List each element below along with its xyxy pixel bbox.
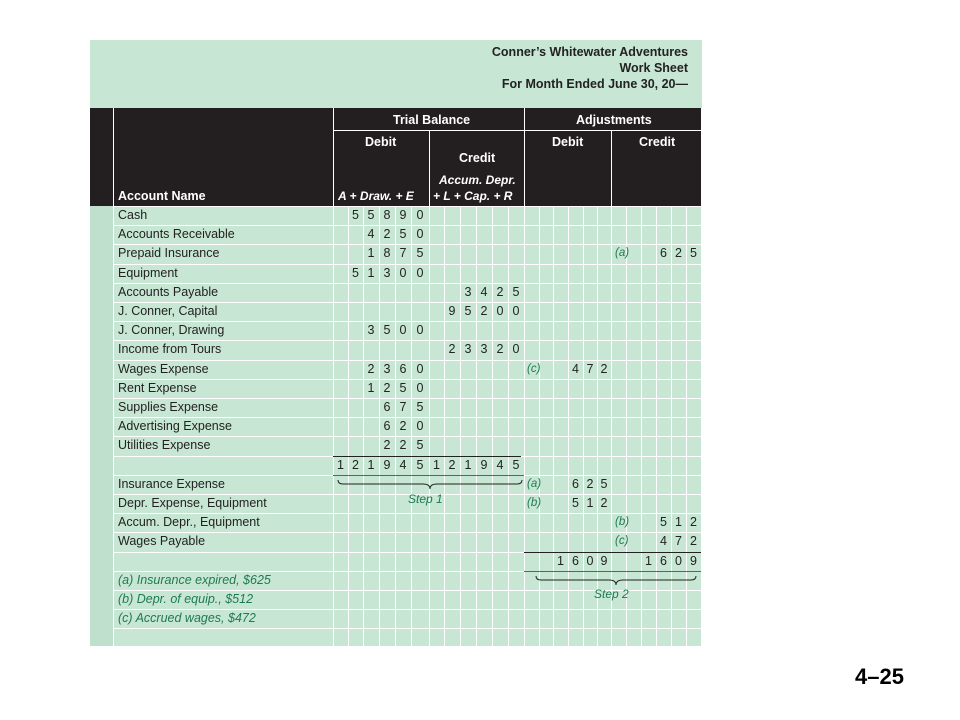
adj-debit-label: (b) [527, 497, 542, 509]
adj-debit-label: (a) [527, 477, 542, 490]
step-2-label: Step 2 [594, 587, 629, 601]
tb-debit-digit: 5 [416, 457, 424, 472]
adj-debit-label: (c) [527, 362, 541, 375]
work-sheet [90, 40, 702, 646]
tb-debit-digit: 8 [383, 208, 391, 222]
tb-debit-digit: 0 [416, 361, 424, 376]
adj-credit-label: (c) [615, 535, 629, 548]
adj-credit-digit: 0 [675, 553, 682, 568]
tb-debit-digit: 0 [416, 380, 424, 395]
tb-debit-digit: 2 [383, 380, 391, 395]
account-name: Cash [118, 208, 148, 222]
account-name: Rent Expense [118, 380, 197, 395]
tb-debit-digit: 1 [367, 246, 375, 261]
adj-debit-heading: Debit [552, 135, 584, 149]
tb-debit-digit: 5 [367, 208, 375, 222]
account-name: Utilities Expense [118, 438, 211, 453]
tb-credit-digit: 9 [448, 304, 456, 318]
tb-credit-digit: 9 [480, 457, 488, 472]
adj-debit-digit: 1 [586, 496, 594, 510]
tb-debit-digit: 3 [383, 265, 391, 280]
adj-credit-heading: Credit [639, 135, 676, 149]
tb-debit-digit: 5 [399, 380, 407, 395]
company-name: Conner’s Whitewater Adventures [491, 45, 688, 59]
tb-debit-digit: 1 [367, 380, 375, 395]
tb-debit-subheading: A + Draw. + E [338, 189, 414, 203]
tb-debit-digit: 5 [416, 438, 424, 453]
tb-debit-digit: 5 [352, 265, 359, 280]
tb-credit-digit: 2 [448, 457, 456, 472]
tb-debit-digit: 0 [416, 323, 424, 338]
tb-debit-digit: 1 [367, 265, 375, 280]
tb-credit-digit: 1 [433, 457, 440, 472]
adj-total-rule [524, 552, 701, 553]
account-name: Prepaid Insurance [118, 246, 220, 261]
tb-debit-digit: 6 [399, 361, 407, 376]
tb-total-rule [333, 456, 521, 457]
tb-debit-digit: 0 [416, 208, 424, 222]
account-name: Equipment [118, 265, 178, 280]
account-name-heading: Account Name [118, 189, 206, 203]
step-1-brace [335, 478, 525, 492]
tb-debit-digit: 4 [367, 227, 375, 242]
tb-debit-digit: 1 [337, 457, 344, 472]
tb-credit-heading: Credit [459, 151, 496, 165]
account-name: J. Conner, Drawing [118, 323, 225, 338]
account-name: Insurance Expense [118, 476, 226, 491]
adj-debit-digit: 1 [557, 553, 564, 568]
tb-credit-digit: 5 [512, 457, 520, 472]
tb-credit-digit: 2 [480, 304, 488, 318]
adjustment-note: (b) Depr. of equip., $512 [118, 592, 254, 606]
tb-debit-digit: 5 [383, 323, 391, 338]
tb-debit-digit: 2 [352, 457, 359, 472]
adj-credit-label: (b) [615, 516, 630, 529]
tb-debit-digit: 0 [416, 419, 424, 434]
adj-credit-digit: 6 [660, 246, 667, 261]
tb-debit-digit: 7 [399, 400, 407, 414]
adj-debit-digit: 2 [586, 476, 594, 491]
adj-debit-digit: 6 [572, 476, 579, 491]
tb-credit-digit: 3 [480, 342, 488, 357]
tb-debit-digit: 9 [399, 208, 407, 222]
tb-debit-digit: 6 [383, 419, 391, 434]
adjustments-heading: Adjustments [576, 113, 652, 127]
tb-debit-digit: 5 [352, 208, 359, 222]
tb-credit-digit: 0 [512, 342, 520, 357]
adj-debit-digit: 2 [600, 361, 608, 376]
adj-debit-digit: 5 [600, 476, 608, 491]
adj-credit-digit: 1 [675, 515, 682, 530]
account-name: Wages Expense [118, 361, 209, 376]
adj-credit-digit: 4 [660, 534, 667, 549]
tb-debit-digit: 0 [399, 323, 407, 338]
adj-debit-digit: 2 [600, 496, 608, 510]
adj-credit-digit: 7 [675, 534, 682, 549]
account-name: Income from Tours [118, 342, 222, 357]
tb-credit-digit: 3 [464, 342, 472, 357]
account-name: Accounts Payable [118, 284, 219, 299]
step-2-brace [533, 574, 699, 588]
column-header [90, 108, 702, 206]
sheet-period: For Month Ended June 30, 20— [501, 77, 688, 91]
adj-debit-digit: 5 [572, 496, 579, 510]
tb-credit-digit: 0 [496, 304, 504, 318]
adj-credit-digit: 5 [690, 246, 697, 261]
account-name: Accum. Depr., Equipment [118, 515, 260, 530]
tb-total-double-rule [333, 475, 524, 476]
account-name: Advertising Expense [118, 419, 232, 434]
slide-number: 4–25 [855, 664, 904, 689]
tb-debit-digit: 5 [399, 227, 407, 242]
tb-debit-digit: 9 [383, 457, 391, 472]
adj-debit-digit: 6 [572, 553, 579, 568]
adj-total-double-rule [524, 571, 701, 572]
trial-balance-heading: Trial Balance [393, 113, 471, 127]
adj-credit-digit: 5 [660, 515, 667, 530]
adjustment-note: (c) Accrued wages, $472 [118, 611, 256, 626]
tb-debit-digit: 5 [416, 400, 424, 414]
tb-credit-digit: 0 [512, 304, 520, 318]
step-1-label: Step 1 [408, 492, 443, 506]
tb-debit-digit: 2 [383, 438, 391, 453]
adj-debit-digit: 4 [572, 361, 579, 376]
tb-debit-digit: 3 [383, 361, 391, 376]
tb-debit-digit: 3 [367, 323, 375, 338]
tb-debit-digit: 0 [416, 265, 424, 280]
tb-credit-digit: 1 [464, 457, 472, 472]
tb-credit-digit: 3 [464, 284, 472, 299]
tb-credit-digit: 5 [512, 284, 520, 299]
tb-debit-digit: 7 [399, 246, 407, 261]
adjustment-note: (a) Insurance expired, $625 [118, 572, 271, 587]
adj-credit-digit: 6 [660, 553, 667, 568]
adj-credit-label: (a) [615, 247, 630, 260]
tb-debit-digit: 5 [416, 246, 424, 261]
tb-debit-heading: Debit [365, 135, 397, 149]
tb-credit-digit: 2 [448, 342, 456, 357]
adj-credit-digit: 1 [645, 553, 652, 568]
account-name: Depr. Expense, Equipment [118, 496, 267, 510]
adj-credit-digit: 2 [690, 534, 697, 549]
adj-debit-digit: 9 [600, 553, 608, 568]
tb-credit-subheading-2: + L + Cap. + R [433, 189, 513, 203]
adj-credit-digit: 2 [690, 515, 697, 530]
tb-credit-digit: 5 [464, 304, 472, 318]
tb-debit-digit: 1 [367, 457, 375, 472]
tb-debit-digit: 0 [399, 265, 407, 280]
tb-debit-digit: 2 [399, 419, 407, 434]
adj-debit-digit: 0 [586, 553, 594, 568]
tb-debit-digit: 8 [383, 246, 391, 261]
account-name: Supplies Expense [118, 400, 219, 414]
tb-debit-digit: 2 [367, 361, 375, 376]
tb-credit-digit: 4 [496, 457, 504, 472]
account-name: J. Conner, Capital [118, 304, 218, 318]
account-name: Wages Payable [118, 534, 206, 549]
tb-credit-subheading-1: Accum. Depr. [439, 173, 516, 187]
tb-debit-digit: 4 [399, 457, 407, 472]
tb-credit-digit: 2 [496, 342, 504, 357]
tb-credit-digit: 2 [496, 284, 504, 299]
tb-debit-digit: 2 [383, 227, 391, 242]
adj-debit-digit: 7 [586, 361, 594, 376]
tb-debit-digit: 6 [383, 400, 391, 414]
adj-credit-digit: 9 [690, 553, 697, 568]
sheet-name: Work Sheet [619, 61, 688, 75]
account-name: Accounts Receivable [118, 227, 235, 242]
adj-credit-digit: 2 [675, 246, 682, 261]
tb-debit-digit: 0 [416, 227, 424, 242]
tb-debit-digit: 2 [399, 438, 407, 453]
tb-credit-digit: 4 [480, 284, 488, 299]
